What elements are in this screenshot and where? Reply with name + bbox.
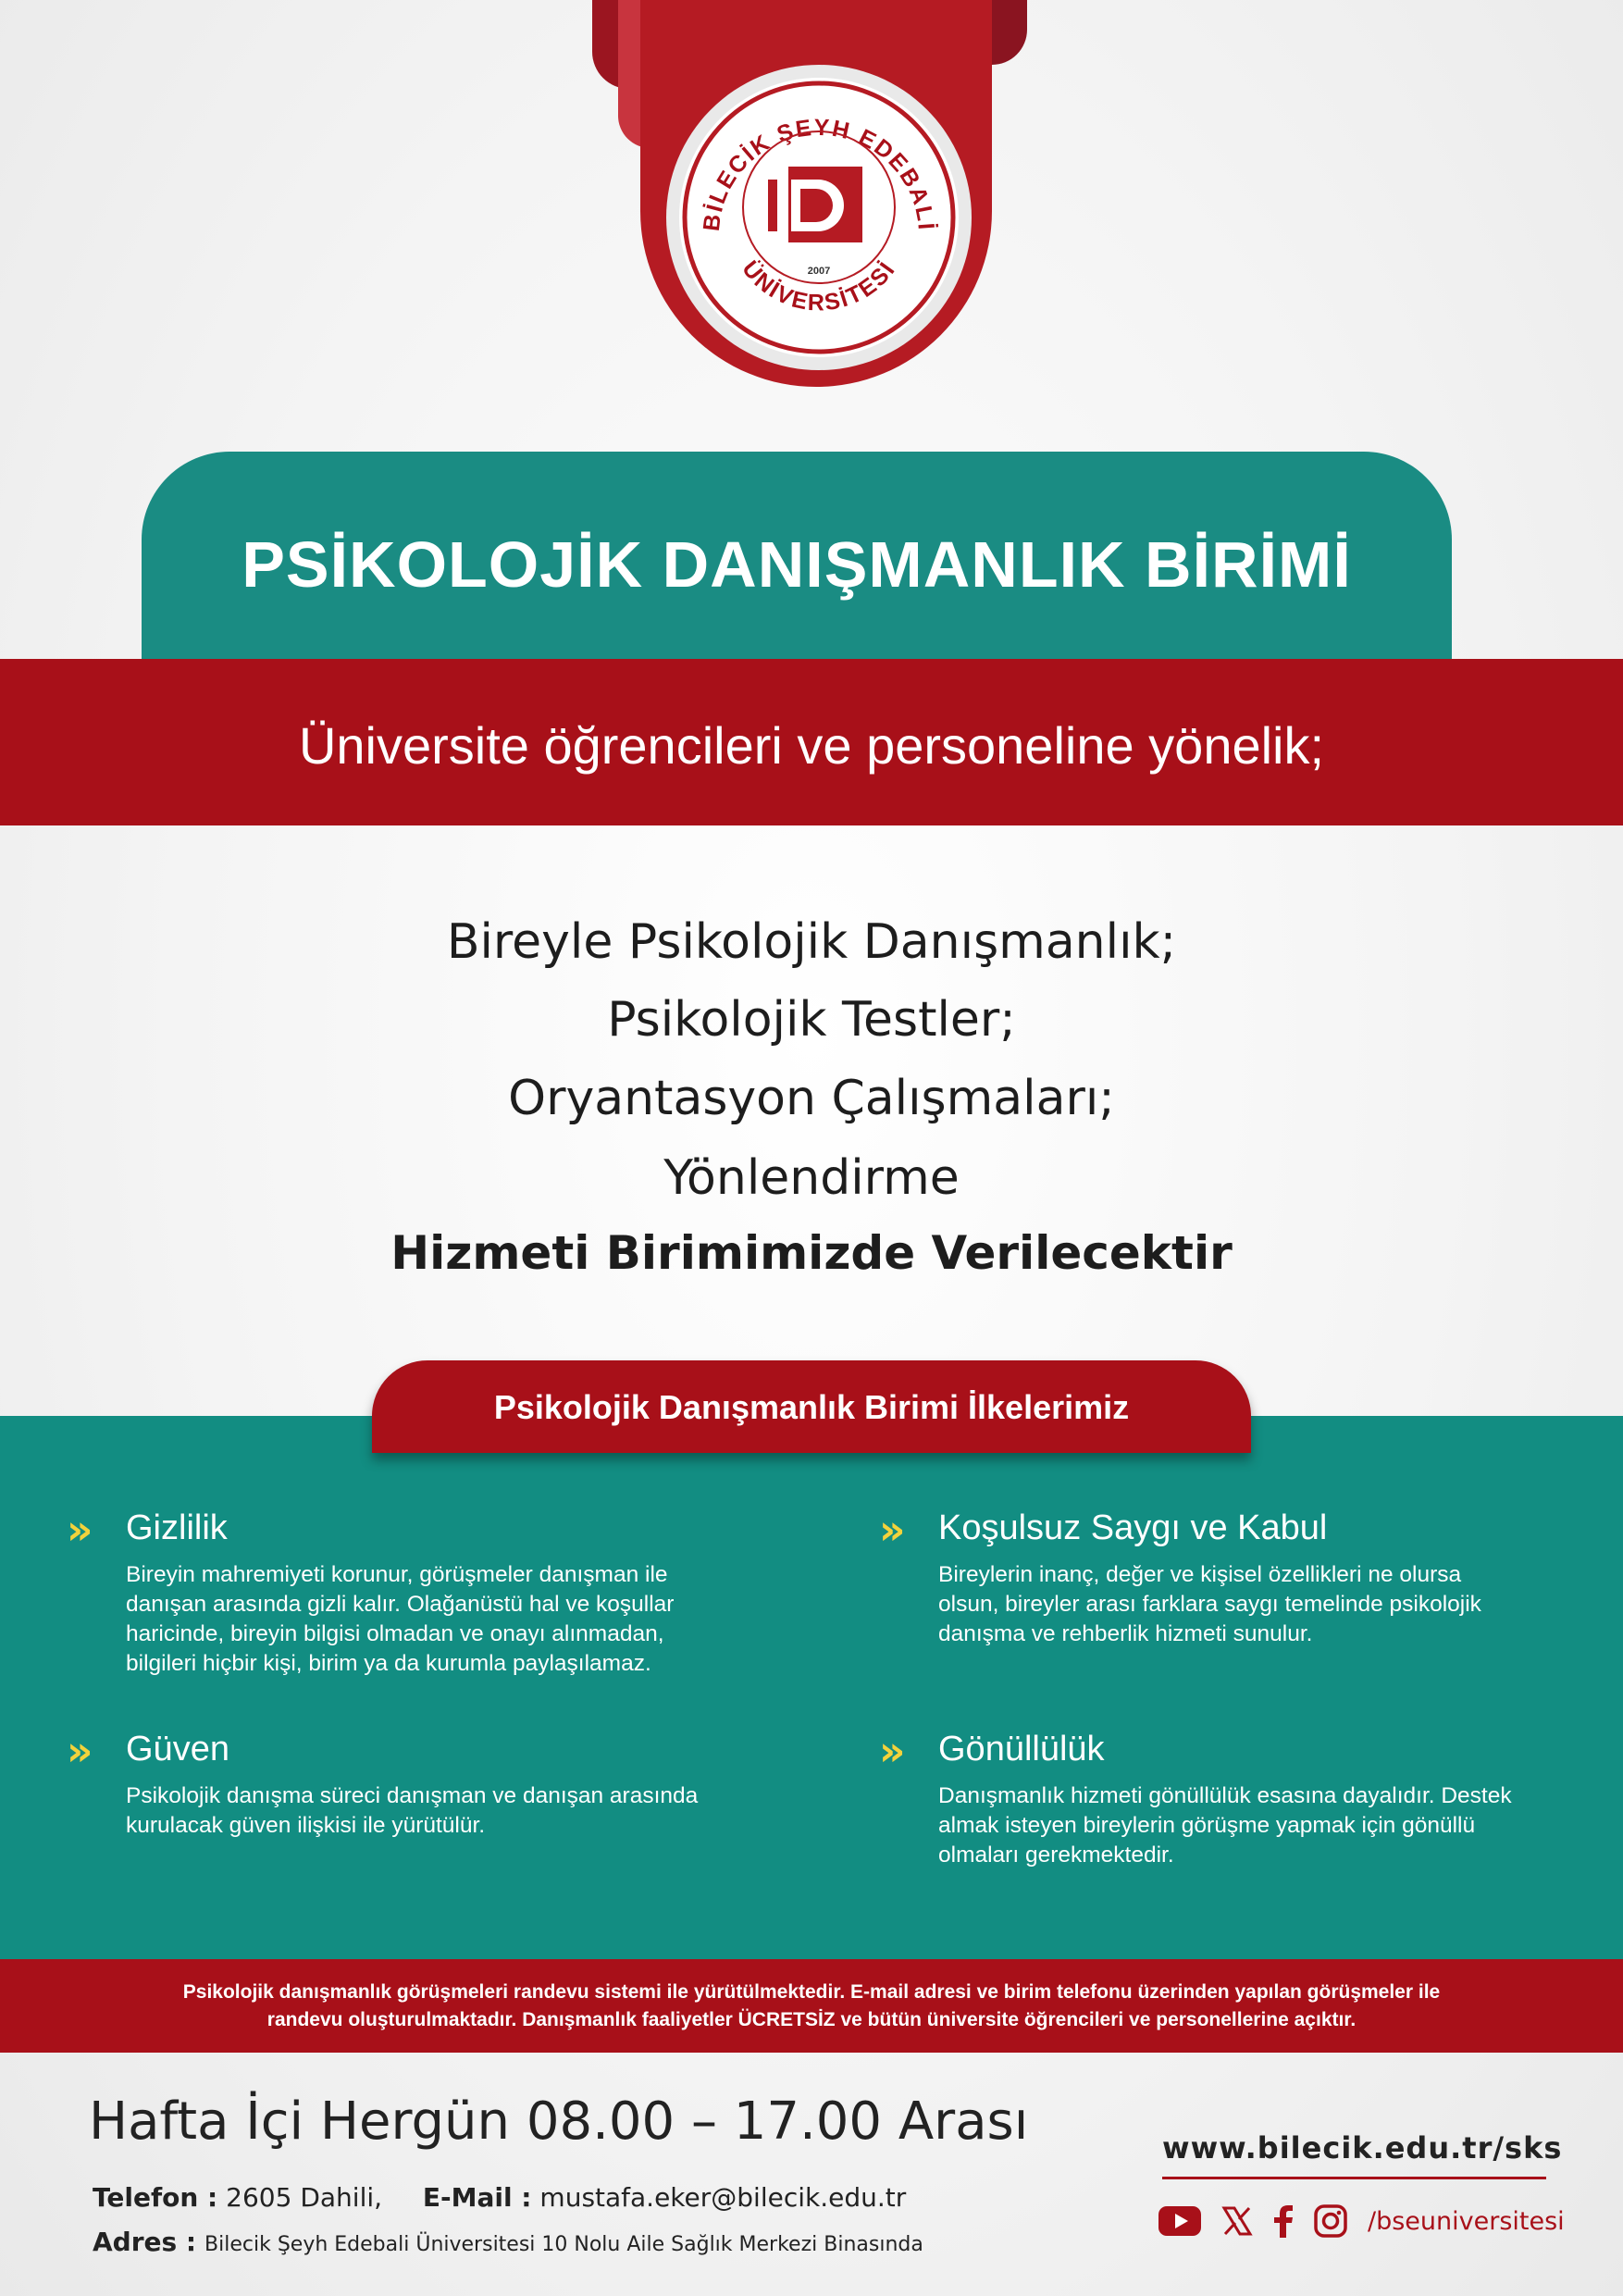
- university-seal-icon: [679, 78, 959, 357]
- x-icon[interactable]: [1221, 2205, 1253, 2237]
- working-hours: Hafta İçi Hergün 08.00 – 17.00 Arası: [89, 2091, 1029, 2152]
- principle-title: Gizlilik: [126, 1508, 228, 1547]
- page-title: PSİKOLOJİK DANIŞMANLIK BİRİMİ: [242, 528, 1352, 601]
- website-underline: [1162, 2177, 1546, 2179]
- social-links: [1158, 2198, 1565, 2244]
- principle-title: Gönüllülük: [938, 1730, 1105, 1769]
- seal-arc-bottom: ÜNİVERSİTESİ: [737, 255, 901, 316]
- address-label: Adres :: [93, 2227, 197, 2257]
- appointment-note: [37, 1979, 1586, 2034]
- chevron-double-right-icon: »: [67, 1507, 93, 1554]
- principle-title: Koşulsuz Saygı ve Kabul: [938, 1508, 1328, 1547]
- note-line: randevu oluşturulmaktadır. Danışmanlık faaliyetler ÜCRETSİZ ve bütün üniversite öğrencileri ve personellerine açıktır.: [266, 2009, 1357, 2030]
- address-value: Bilecik Şeyh Edebali Üniversitesi 10 Nolu Aile Sağlık Merkezi Binasında: [204, 2233, 923, 2256]
- social-handle[interactable]: /bseuniversitesi: [1368, 2206, 1565, 2236]
- service-item: Yönlendirme: [663, 1150, 960, 1206]
- service-item: Bireyle Psikolojik Danışmanlık;: [446, 914, 1177, 970]
- principles-panel: [0, 1416, 1623, 1960]
- email-link[interactable]: mustafa.eker@bilecik.edu.tr: [539, 2182, 907, 2213]
- principle-title: Güven: [126, 1730, 229, 1769]
- principle-body: Psikolojik danışma süreci danışman ve danışan arasında kurulacak güven ilişkisi ile yürütülür.: [126, 1783, 699, 1838]
- phone-value: 2605 Dahili,: [226, 2182, 383, 2213]
- principles-heading: Psikolojik Danışmanlık Birimi İlkelerimiz: [493, 1388, 1130, 1426]
- youtube-icon[interactable]: [1158, 2206, 1201, 2236]
- principle-body: Bireyin mahremiyeti korunur, görüşmeler danışman ile danışan arasında gizli kalır. Olağanüstü hal ve koşullar haricinde, bireyin bilgisi olmadan ve onayı alınmadan, bilgileri hiçbir kişi, birim ya da kurumla paylaşılamaz.: [126, 1562, 675, 1676]
- service-item: Oryantasyon Çalışmaları;: [508, 1071, 1115, 1126]
- seal-year: 2007: [807, 266, 831, 277]
- note-line: Psikolojik danışmanlık görüşmeleri randevu sistemi ile yürütülmektedir. E-mail adresi ve birim telefonu üzerinden yapılan görüşmeler ile: [182, 1981, 1441, 2003]
- services-closing: Hizmeti Birimimizde Verilecektir: [390, 1226, 1233, 1280]
- service-item: Psikolojik Testler;: [607, 992, 1016, 1048]
- page-subtitle: Üniversite öğrencileri ve personeline yönelik;: [298, 716, 1325, 775]
- instagram-icon[interactable]: [1314, 2204, 1347, 2238]
- chevron-double-right-icon: »: [879, 1507, 906, 1554]
- contact-line: [93, 2182, 906, 2213]
- svg-text:ÜNİVERSİTESİ: [737, 255, 900, 316]
- phone-label: Telefon :: [93, 2182, 218, 2213]
- principle-body: Danışmanlık hizmeti gönüllülük esasına dayalıdır. Destek almak isteyen bireylerin görüşme yapmak için gönüllü olmaları gerekmektedir.: [938, 1783, 1512, 1868]
- website-link[interactable]: www.bilecik.edu.tr/sks: [1162, 2130, 1563, 2166]
- chevron-double-right-icon: »: [879, 1728, 906, 1775]
- email-label: E-Mail :: [422, 2182, 532, 2213]
- facebook-icon[interactable]: [1273, 2204, 1294, 2238]
- chevron-double-right-icon: »: [67, 1728, 93, 1775]
- principle-body: Bireylerin inanç, değer ve kişisel özellikleri ne olursa olsun, bireyler arası farklara saygı temelinde psikolojik danışma ve rehberlik hizmeti sunulur.: [938, 1562, 1481, 1646]
- seal-arc-top: BİLECİK ŞEYH EDEBALİ: [698, 114, 939, 233]
- address-line: [93, 2227, 923, 2257]
